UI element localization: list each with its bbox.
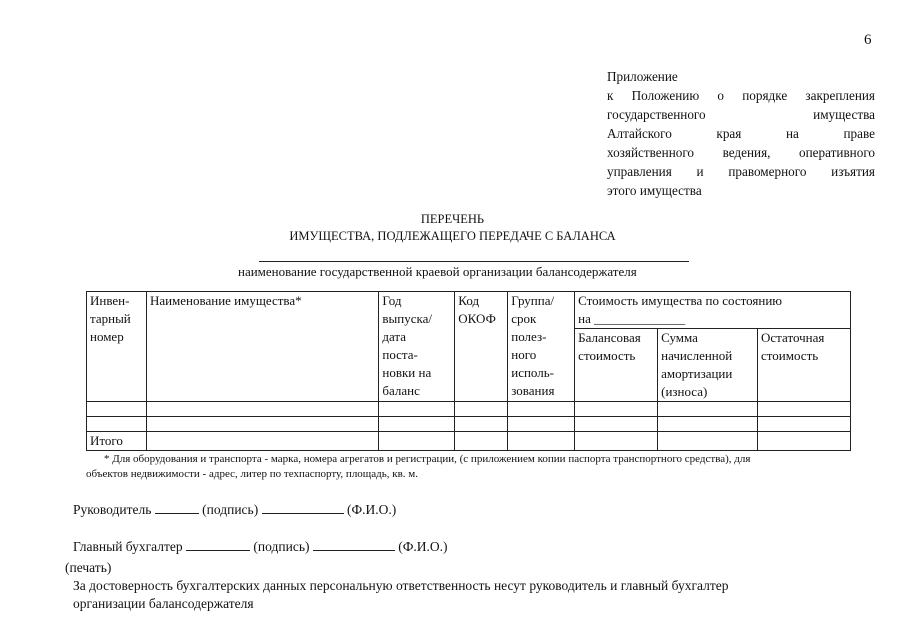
footnote-line: * Для оборудования и транспорта - марка, номера агрегатов и регистрации, (с приложением копии паспорта транспортного средства), для xyxy=(104,453,751,465)
appendix-line: хозяйственного ведения, оперативного xyxy=(607,145,875,160)
header-okof-code: Код ОКОФ xyxy=(455,292,508,402)
property-table xyxy=(86,291,851,451)
total-label: Итого xyxy=(87,432,147,451)
chief-accountant-label: Главный бухгалтер xyxy=(73,539,183,554)
appendix-line: государственного имущества xyxy=(607,107,875,122)
head-signature-line xyxy=(73,501,396,518)
document-subtitle: ИМУЩЕСТВА, ПОДЛЕЖАЩЕГО ПЕРЕДАЧЕ С БАЛАНСА xyxy=(289,229,616,243)
org-name-line xyxy=(259,261,689,262)
appendix-line: этого имущества xyxy=(607,183,702,198)
table-row xyxy=(87,402,851,417)
org-name-caption: наименование государственной краевой организации балансодержателя xyxy=(238,264,637,279)
appendix-line: Алтайского края на праве xyxy=(607,126,875,141)
accountant-signature-blank xyxy=(186,538,250,551)
header-group-term: Группа/ срок полез- ного исполь- зования xyxy=(508,292,575,402)
footnote-line: объектов недвижимости - адрес, литер по техпаспорту, площадь, кв. м. xyxy=(86,468,419,480)
signature-label: (подпись) xyxy=(202,502,259,517)
fio-label: (Ф.И.О.) xyxy=(346,502,397,517)
header-property-name: Наименование имущества* xyxy=(146,292,378,402)
appendix-line: Приложение xyxy=(607,69,678,84)
table-row xyxy=(87,417,851,432)
header-value-group: Стоимость имущества по состоянию на ______________ xyxy=(575,292,851,329)
responsibility-line: За достоверность бухгалтерских данных персональную ответственность несут руководитель и главный бухгалтер xyxy=(73,578,729,593)
head-label: Руководитель xyxy=(73,502,152,517)
appendix-line: управления и правомерного изъятия xyxy=(607,164,875,179)
signature-label: (подпись) xyxy=(253,539,310,554)
appendix-line: к Положению о порядке закрепления xyxy=(607,88,875,103)
document-title: ПЕРЕЧЕНЬ xyxy=(420,212,485,226)
header-depreciation: Сумма начисленной амортизации (износа) xyxy=(658,329,758,402)
accountant-signature-line xyxy=(73,538,448,555)
responsibility-text xyxy=(73,577,853,613)
fio-label: (Ф.И.О.) xyxy=(398,539,448,554)
table-total-row xyxy=(87,432,851,451)
page-number: 6 xyxy=(864,32,872,48)
table-header-row xyxy=(87,292,851,329)
header-residual-value: Остаточная стоимость xyxy=(758,329,851,402)
head-fio-blank xyxy=(262,501,344,514)
responsibility-line: организации балансодержателя xyxy=(73,596,254,611)
head-signature-blank xyxy=(155,501,199,514)
appendix-block xyxy=(607,67,875,200)
header-year: Год выпуска/ дата поста- новки на баланс xyxy=(379,292,455,402)
accountant-fio-blank xyxy=(313,538,395,551)
stamp-label: (печать) xyxy=(65,560,112,575)
header-book-value: Балансовая стоимость xyxy=(575,329,658,402)
header-inventory-number: Инвен- тарный номер xyxy=(87,292,147,402)
footnote xyxy=(86,452,876,482)
